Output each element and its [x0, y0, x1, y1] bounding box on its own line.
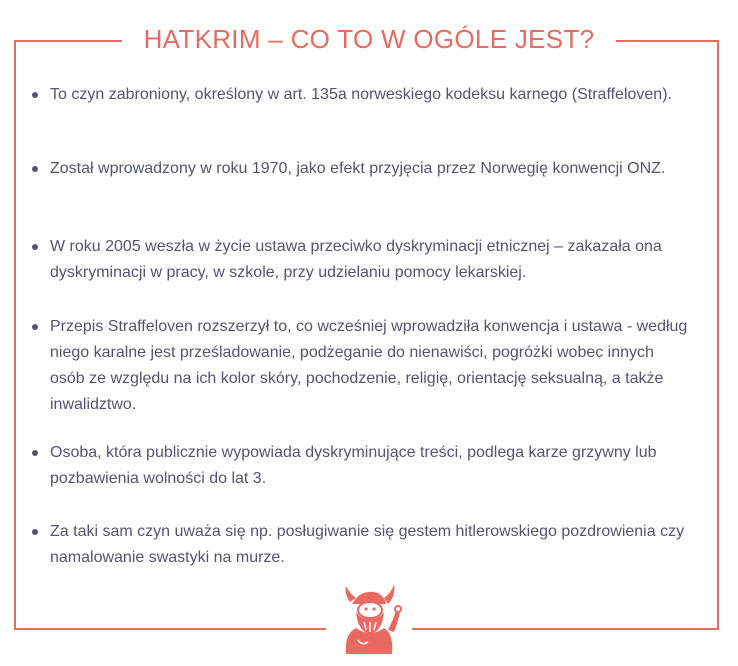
list-item-text: To czyn zabroniony, określony w art. 135a norweskiego kodeksu karnego (Straffeloven).: [50, 86, 672, 103]
bullet-icon: [32, 324, 38, 330]
page-title: HATKRIM – CO TO W OGÓLE JEST?: [122, 22, 617, 56]
list-item-text: Za taki sam czyn uważa się np. posługiwanie się gestem hitlerowskiego pozdrowienia czy namalowanie swastyki na murze.: [50, 523, 685, 566]
list-item-text: Przepis Straffeloven rozszerzył to, co wcześniej wprowadziła konwencja i ustawa - według niego karalne jest prześladowanie, podżeganie do nienawiści, pogróżki wobec innych osób ze względu na ich kolor skóry, pochodzenie, religię, orientację seksualną, a także inwalidztwo.: [50, 318, 688, 413]
list-item: [32, 82, 672, 108]
title-container: [0, 22, 738, 56]
list-item: [32, 519, 692, 571]
bullet-icon: [32, 529, 38, 535]
bullet-icon: [32, 244, 38, 250]
bullet-icon: [32, 166, 38, 172]
list-item: [32, 440, 692, 492]
list-item-text: Osoba, która publicznie wypowiada dyskryminujące treści, podlega karze grzywny lub pozbawienia wolności do lat 3.: [50, 444, 657, 487]
list-item-text: Został wprowadzony w roku 1970, jako efekt przyjęcia przez Norwegię konwencji ONZ.: [50, 160, 666, 177]
list-item: [32, 234, 692, 286]
viking-mascot-icon: [338, 584, 402, 654]
bullet-icon: [32, 450, 38, 456]
list-item: [32, 156, 665, 182]
list-item: [32, 314, 692, 418]
list-item-text: W roku 2005 weszła w życie ustawa przeciwko dyskryminacji etnicznej – zakazała ona dyskryminacji w pracy, w szkole, przy udzielaniu pomocy lekarskiej.: [50, 238, 662, 281]
bullet-icon: [32, 92, 38, 98]
mascot-container: [326, 584, 412, 666]
